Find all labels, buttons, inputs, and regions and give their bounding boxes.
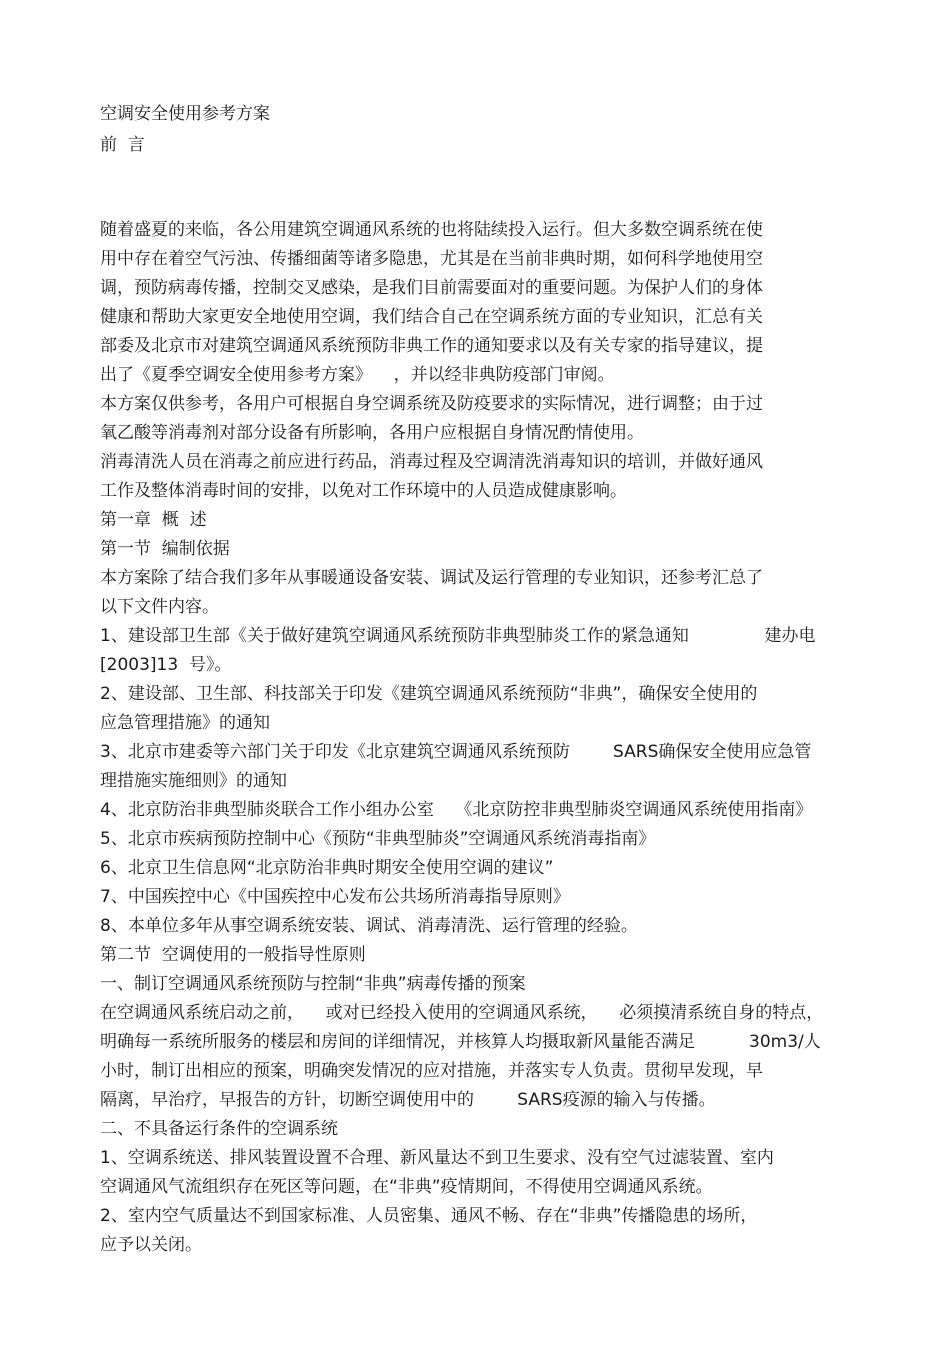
body-line: 调，预防病毒传播，控制交叉感染，是我们目前需要面对的重要问题。为保护人们的身体: [100, 278, 763, 298]
section-heading: 第二节 空调使用的一般指导性原则: [100, 945, 366, 965]
body-line: 隔离，早治疗，早报告的方针，切断空调使用中的 SARS疫源的输入与传播。: [100, 1090, 716, 1110]
body-line: 本方案仅供参考，各用户可根据自身空调系统及防疫要求的实际情况，进行调整；由于过: [100, 394, 763, 414]
body-line: 健康和帮助大家更安全地使用空调，我们结合自己在空调系统方面的专业知识，汇总有关: [100, 307, 763, 327]
subsection-heading: 二、不具备运行条件的空调系统: [100, 1119, 338, 1139]
list-item-line: [2003]13 号》。: [100, 655, 232, 675]
body-line: 小时，制订出相应的预案，明确突发情况的应对措施，并落实专人负责。贯彻早发现，早: [100, 1061, 763, 1081]
list-item-line: 3、北京市建委等六部门关于印发《北京建筑空调通风系统预防 SARS确保安全使用应急管: [100, 742, 812, 762]
body-line: 部委及北京市对建筑空调通风系统预防非典工作的通知要求以及有关专家的指导建议，提: [100, 336, 763, 356]
list-item-line: 8、本单位多年从事空调系统安装、调试、消毒清洗、运行管理的经验。: [100, 916, 638, 936]
list-item-line: 5、北京市疾病预防控制中心《预防“非典型肺炎”空调通风系统消毒指南》: [100, 829, 656, 849]
list-item-line: 2、建设部、卫生部、科技部关于印发《建筑空调通风系统预防“非典”，确保安全使用的: [100, 684, 758, 704]
list-item-line: 6、北京卫生信息网“北京防治非典时期安全使用空调的建议”: [100, 858, 554, 878]
body-line: 用中存在着空气污浊、传播细菌等诸多隐患，尤其是在当前非典时期，如何科学地使用空: [100, 249, 763, 269]
body-line: 工作及整体消毒时间的安排，以免对工作环境中的人员造成健康影响。: [100, 481, 627, 501]
body-line: 以下文件内容。: [100, 597, 219, 617]
body-line: 出了《夏季空调安全使用参考方案》 ，并以经非典防疫部门审阅。: [100, 365, 615, 385]
list-item-line: 理措施实施细则》的通知: [100, 771, 287, 791]
body-line: 消毒清洗人员在消毒之前应进行药品，消毒过程及空调清洗消毒知识的培训，并做好通风: [100, 452, 763, 472]
document-title: 空调安全使用参考方案: [100, 104, 270, 124]
section-heading-preface: 前 言: [100, 135, 145, 155]
body-line: 氧乙酸等消毒剂对部分设备有所影响，各用户应根据自身情况酌情使用。: [100, 423, 644, 443]
subsection-heading: 一、制订空调通风系统预防与控制“非典”病毒传播的预案: [100, 974, 526, 994]
body-line: 明确每一系统所服务的楼层和房间的详细情况，并核算人均摄取新风量能否满足 30m3/人: [100, 1032, 821, 1052]
chapter-heading: 第一章 概 述: [100, 510, 207, 530]
body-line: 在空调通风系统启动之前， 或对已经投入使用的空调通风系统， 必须摸清系统自身的特点，: [100, 1003, 824, 1023]
list-item-line: 7、中国疾控中心《中国疾控中心发布公共场所消毒指导原则》: [100, 887, 570, 907]
body-line: 本方案除了结合我们多年从事暖通设备安装、调试及运行管理的专业知识，还参考汇总了: [100, 568, 763, 588]
body-line: 随着盛夏的来临，各公用建筑空调通风系统的也将陆续投入运行。但大多数空调系统在使: [100, 220, 763, 240]
section-heading: 第一节 编制依据: [100, 539, 230, 559]
list-item-line: 4、北京防治非典型肺炎联合工作小组办公室 《北京防控非典型肺炎空调通风系统使用指南》: [100, 800, 813, 820]
list-item-line: 应予以关闭。: [100, 1235, 202, 1255]
list-item-line: 2、室内空气质量达不到国家标准、人员密集、通风不畅、存在“非典”传播隐患的场所，: [100, 1206, 758, 1226]
list-item-line: 空调通风气流组织存在死区等问题，在“非典”疫情期间，不得使用空调通风系统。: [100, 1177, 713, 1197]
list-item-line: 1、建设部卫生部《关于做好建筑空调通风系统预防非典型肺炎工作的紧急通知 建办电: [100, 626, 816, 646]
list-item-line: 1、空调系统送、排风装置设置不合理、新风量达不到卫生要求、没有空气过滤装置、室内: [100, 1148, 774, 1168]
list-item-line: 应急管理措施》的通知: [100, 713, 270, 733]
